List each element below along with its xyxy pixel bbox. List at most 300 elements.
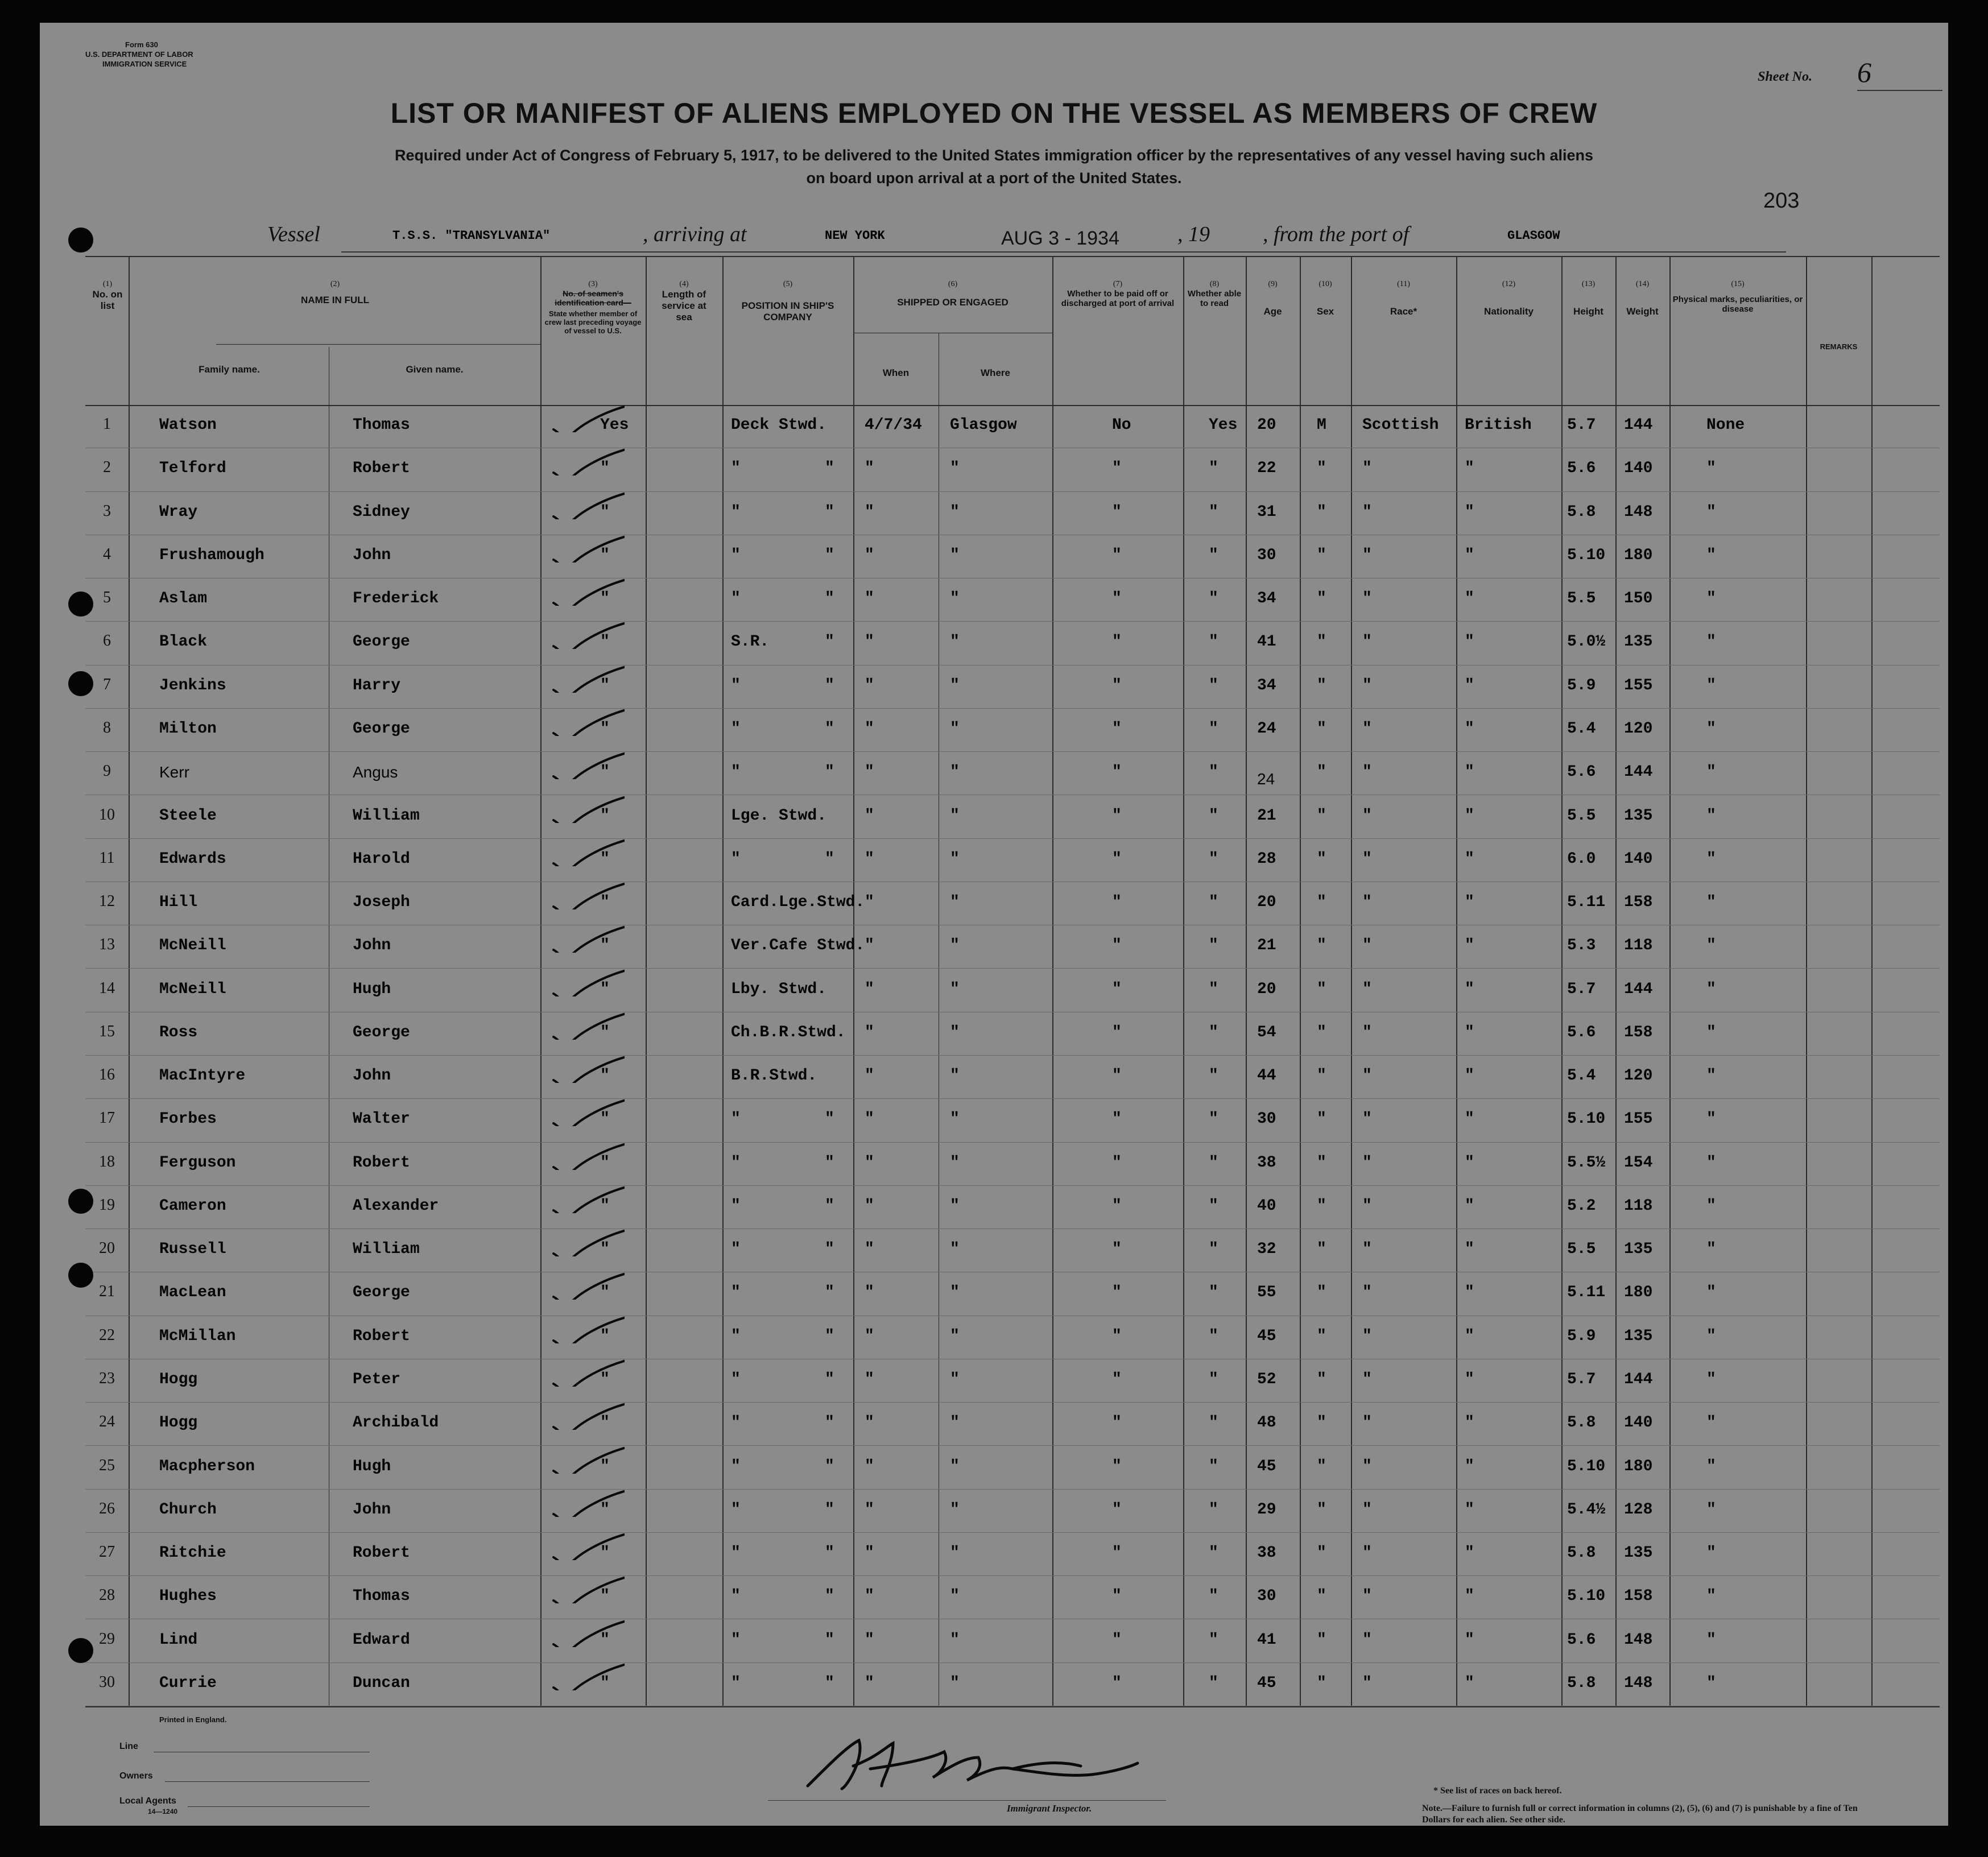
- age-cell: 41: [1257, 1631, 1276, 1649]
- position-cell: Ver.Cafe Stwd.: [731, 937, 865, 955]
- physical-marks-cell: ": [1706, 807, 1716, 825]
- race-cell: ": [1362, 1240, 1372, 1259]
- nationality-cell: ": [1465, 1457, 1474, 1475]
- race-cell: ": [1362, 1500, 1372, 1519]
- shipped-when-cell: ": [865, 590, 874, 608]
- family-name-cell: Black: [159, 633, 208, 651]
- paid-off-cell: ": [1112, 1544, 1122, 1562]
- shipped-where-cell: ": [950, 719, 960, 738]
- check-mark-icon: [551, 1271, 625, 1300]
- physical-marks-cell: ": [1706, 1240, 1716, 1259]
- height-cell: 5.7: [1567, 416, 1596, 435]
- col6-header: [853, 280, 1052, 308]
- previous-voyage-cell: ": [600, 1023, 610, 1041]
- able-to-read-cell: ": [1209, 1067, 1218, 1085]
- col15-label: Physical marks, peculiarities, or disease: [1672, 295, 1803, 314]
- position-ditto-cell: ": [825, 503, 834, 521]
- punch-hole: [68, 1189, 93, 1214]
- physical-marks-cell: ": [1706, 850, 1716, 868]
- weight-cell: 135: [1624, 1327, 1653, 1345]
- able-to-read-cell: ": [1209, 676, 1218, 694]
- shipped-when-cell: ": [865, 1544, 874, 1562]
- previous-voyage-cell: ": [600, 1500, 610, 1519]
- race-cell: ": [1362, 1587, 1372, 1606]
- shipped-when-cell: ": [865, 937, 874, 955]
- race-cell: ": [1362, 1457, 1372, 1475]
- physical-marks-cell: ": [1706, 1544, 1716, 1562]
- physical-marks-cell: ": [1706, 1197, 1716, 1215]
- sex-cell: ": [1317, 1153, 1326, 1172]
- age-cell: 21: [1257, 807, 1276, 825]
- able-to-read-cell: ": [1209, 1370, 1218, 1388]
- weight-cell: 140: [1624, 850, 1653, 868]
- height-cell: 5.10: [1567, 546, 1606, 564]
- punch-hole: [68, 1263, 93, 1288]
- family-name-cell: Cameron: [159, 1197, 226, 1215]
- weight-cell: 144: [1624, 1370, 1653, 1388]
- family-name-header: Family name.: [199, 364, 260, 375]
- able-to-read-cell: ": [1209, 937, 1218, 955]
- arriving-label: , arriving at: [643, 222, 747, 246]
- check-mark-icon: [551, 1401, 625, 1430]
- sex-cell: ": [1317, 546, 1326, 564]
- nationality-cell: ": [1465, 980, 1474, 998]
- row-number: 17: [99, 1109, 115, 1127]
- given-name-cell: Joseph: [353, 894, 410, 912]
- sex-cell: M: [1317, 416, 1326, 435]
- paid-off-cell: ": [1112, 980, 1122, 998]
- check-mark-icon: [551, 1054, 625, 1083]
- nationality-cell: ": [1465, 850, 1474, 868]
- family-name-cell: Edwards: [159, 850, 226, 868]
- position-cell: ": [731, 1414, 741, 1432]
- shipped-when-cell: ": [865, 1110, 874, 1128]
- check-mark-icon: [551, 1358, 625, 1387]
- previous-voyage-cell: ": [600, 676, 610, 694]
- nationality-cell: ": [1465, 676, 1474, 694]
- given-name-cell: William: [353, 1240, 420, 1259]
- nationality-cell: ": [1465, 1500, 1474, 1519]
- family-name-cell: Watson: [159, 416, 217, 435]
- row-number: 1: [103, 415, 111, 433]
- shipped-where-cell: ": [950, 937, 960, 955]
- col15-number: (15): [1731, 280, 1745, 288]
- race-cell: ": [1362, 1110, 1372, 1128]
- check-mark-icon: [551, 795, 625, 823]
- height-cell: 5.10: [1567, 1110, 1606, 1128]
- row-number: 13: [99, 936, 115, 954]
- position-cell: ": [731, 676, 741, 694]
- stamp-number: 203: [1763, 189, 1800, 213]
- when-header: When: [882, 367, 910, 378]
- nationality-cell: ": [1465, 807, 1474, 825]
- weight-cell: 120: [1624, 719, 1653, 738]
- inspector-label: Immigrant Inspector.: [1007, 1803, 1092, 1814]
- physical-marks-cell: ": [1706, 763, 1716, 781]
- shipped-where-cell: ": [950, 1067, 960, 1085]
- position-cell: ": [731, 850, 741, 868]
- race-cell: ": [1362, 1631, 1372, 1649]
- shipped-when-cell: ": [865, 1457, 874, 1475]
- position-cell: Lby. Stwd.: [731, 980, 827, 998]
- race-cell: ": [1362, 1544, 1372, 1562]
- col1-header: [85, 280, 130, 312]
- table-row: [85, 969, 1940, 1012]
- family-name-cell: McNeill: [159, 980, 226, 998]
- col3-number: (3): [588, 280, 598, 288]
- paid-off-cell: ": [1112, 1067, 1122, 1085]
- age-cell: 44: [1257, 1067, 1276, 1085]
- position-cell: ": [731, 1500, 741, 1519]
- given-name-cell: George: [353, 719, 410, 738]
- weight-cell: 144: [1624, 416, 1653, 435]
- table-body: [85, 405, 1940, 1706]
- col7-label: Whether to be paid off or discharged at port of arrival: [1061, 289, 1175, 308]
- able-to-read-cell: ": [1209, 894, 1218, 912]
- height-cell: 5.9: [1567, 1327, 1596, 1345]
- col9-number: (9): [1268, 280, 1278, 288]
- physical-marks-cell: ": [1706, 937, 1716, 955]
- race-cell: ": [1362, 503, 1372, 521]
- physical-marks-cell: ": [1706, 1327, 1716, 1345]
- family-name-cell: Aslam: [159, 590, 208, 608]
- vessel-line: [40, 222, 1948, 256]
- shipped-when-cell: ": [865, 980, 874, 998]
- given-name-cell: Walter: [353, 1110, 410, 1128]
- check-mark-icon: [551, 1185, 625, 1213]
- given-name-cell: Harold: [353, 850, 410, 868]
- from-port-label: , from the port of: [1263, 222, 1410, 246]
- previous-voyage-cell: ": [600, 460, 610, 478]
- previous-voyage-cell: ": [600, 1414, 610, 1432]
- row-number: 21: [99, 1283, 115, 1301]
- table-row: [85, 1012, 1940, 1056]
- race-note: * See list of races on back hereof.: [1433, 1786, 1562, 1796]
- sex-cell: ": [1317, 1500, 1326, 1519]
- row-number: 19: [99, 1196, 115, 1214]
- punch-hole: [68, 592, 93, 617]
- age-cell: 32: [1257, 1240, 1276, 1259]
- race-cell: ": [1362, 763, 1372, 781]
- row-number: 8: [103, 718, 111, 737]
- shipped-when-cell: ": [865, 850, 874, 868]
- sex-cell: ": [1317, 1284, 1326, 1302]
- check-mark-icon: [551, 534, 625, 563]
- where-header: Where: [981, 367, 1010, 378]
- shipped-where-cell: ": [950, 894, 960, 912]
- previous-voyage-cell: ": [600, 894, 610, 912]
- page-title: LIST OR MANIFEST OF ALIENS EMPLOYED ON THE VESSEL AS MEMBERS OF CREW: [390, 97, 1598, 129]
- service: IMMIGRATION SERVICE: [102, 60, 187, 68]
- sex-cell: ": [1317, 980, 1326, 998]
- col6-number: (6): [948, 280, 958, 288]
- weight-cell: 155: [1624, 1110, 1653, 1128]
- age-cell: 54: [1257, 1023, 1276, 1041]
- nationality-cell: ": [1465, 460, 1474, 478]
- sex-cell: ": [1317, 1414, 1326, 1432]
- col11-header: [1351, 280, 1456, 317]
- able-to-read-cell: ": [1209, 1197, 1218, 1215]
- given-name-cell: Robert: [353, 1327, 410, 1345]
- family-name-cell: Macpherson: [159, 1457, 255, 1475]
- shipped-when-cell: ": [865, 1023, 874, 1041]
- able-to-read-cell: ": [1209, 1023, 1218, 1041]
- able-to-read-cell: ": [1209, 1153, 1218, 1172]
- paid-off-cell: ": [1112, 1284, 1122, 1302]
- shipped-when-cell: ": [865, 1327, 874, 1345]
- race-cell: ": [1362, 894, 1372, 912]
- family-name-cell: Ross: [159, 1023, 198, 1041]
- sex-cell: ": [1317, 633, 1326, 651]
- height-cell: 5.10: [1567, 1587, 1606, 1606]
- footer: [40, 1706, 1948, 1826]
- position-ditto-cell: ": [825, 719, 834, 738]
- nationality-cell: ": [1465, 1327, 1474, 1345]
- col5-number: (5): [783, 280, 793, 288]
- department: U.S. DEPARTMENT OF LABOR: [85, 50, 193, 59]
- height-cell: 5.4½: [1567, 1500, 1606, 1519]
- row-number: 5: [103, 589, 111, 607]
- height-cell: 5.11: [1567, 894, 1606, 912]
- family-name-cell: MacIntyre: [159, 1067, 246, 1085]
- race-cell: ": [1362, 980, 1372, 998]
- height-cell: 5.6: [1567, 1631, 1596, 1649]
- table-row: [85, 795, 1940, 838]
- previous-voyage-cell: ": [600, 546, 610, 564]
- form-code: 14—1240: [148, 1808, 178, 1815]
- height-cell: 5.8: [1567, 1414, 1596, 1432]
- table-row: [85, 405, 1940, 448]
- height-cell: 5.10: [1567, 1457, 1606, 1475]
- physical-marks-cell: ": [1706, 1067, 1716, 1085]
- check-mark-icon: [551, 1315, 625, 1343]
- family-name-cell: Wray: [159, 503, 198, 521]
- age-cell: 31: [1257, 503, 1276, 521]
- table-row: [85, 535, 1940, 578]
- position-cell: ": [731, 1284, 741, 1302]
- given-name-cell: Thomas: [353, 416, 410, 435]
- position-ditto-cell: ": [825, 1240, 834, 1259]
- row-number: 14: [99, 979, 115, 997]
- height-cell: 5.5: [1567, 807, 1596, 825]
- owners-field-rule: [165, 1781, 370, 1782]
- physical-marks-cell: ": [1706, 1674, 1716, 1692]
- punch-hole: [68, 228, 93, 253]
- arrival-port: NEW YORK: [825, 229, 885, 243]
- row-number: 23: [99, 1369, 115, 1387]
- family-name-cell: Ritchie: [159, 1544, 226, 1562]
- previous-voyage-cell: ": [600, 807, 610, 825]
- able-to-read-cell: ": [1209, 807, 1218, 825]
- paid-off-cell: ": [1112, 807, 1122, 825]
- race-cell: ": [1362, 1674, 1372, 1692]
- check-mark-icon: [551, 924, 625, 953]
- position-ditto-cell: ": [825, 850, 834, 868]
- check-mark-icon: [551, 1619, 625, 1647]
- paid-off-cell: ": [1112, 763, 1122, 781]
- table-row: [85, 1229, 1940, 1272]
- height-cell: 5.7: [1567, 980, 1596, 998]
- height-cell: 5.2: [1567, 1197, 1596, 1215]
- able-to-read-cell: ": [1209, 719, 1218, 738]
- paid-off-cell: ": [1112, 1457, 1122, 1475]
- check-mark-icon: [551, 1488, 625, 1517]
- table-row: [85, 709, 1940, 752]
- col13-label: Height: [1573, 306, 1603, 317]
- check-mark-icon: [551, 881, 625, 912]
- position-cell: ": [731, 503, 741, 521]
- given-name-cell: Archibald: [353, 1414, 439, 1432]
- paid-off-cell: ": [1112, 1587, 1122, 1606]
- weight-cell: 158: [1624, 894, 1653, 912]
- row-number: 30: [99, 1673, 115, 1691]
- position-cell: ": [731, 763, 741, 781]
- nationality-cell: ": [1465, 590, 1474, 608]
- previous-voyage-cell: ": [600, 1631, 610, 1649]
- shipped-when-cell: ": [865, 633, 874, 651]
- col5-header: [722, 280, 853, 323]
- vessel-name: T.S.S. "TRANSYLVANIA": [392, 229, 551, 243]
- paid-off-cell: ": [1112, 676, 1122, 694]
- given-name-header: Given name.: [406, 364, 464, 375]
- position-ditto-cell: ": [825, 546, 834, 564]
- shipped-where-cell: Glasgow: [950, 416, 1017, 435]
- subtitle-line2: on board upon arrival at a port of the United States.: [806, 169, 1182, 187]
- shipped-where-cell: ": [950, 1197, 960, 1215]
- table-row: [85, 1272, 1940, 1316]
- race-cell: Scottish: [1362, 416, 1439, 435]
- physical-marks-cell: ": [1706, 546, 1716, 564]
- family-name-cell: Hogg: [159, 1414, 198, 1432]
- previous-voyage-cell: ": [600, 1370, 610, 1388]
- row-number: 6: [103, 632, 111, 650]
- row-number: 18: [99, 1152, 115, 1171]
- col9-label: Age: [1263, 306, 1282, 317]
- check-mark-icon: [551, 751, 625, 779]
- height-cell: 5.5½: [1567, 1153, 1606, 1172]
- col9-header: [1246, 280, 1300, 317]
- age-cell: 28: [1257, 850, 1276, 868]
- paid-off-cell: ": [1112, 460, 1122, 478]
- previous-voyage-cell: ": [600, 850, 610, 868]
- nationality-cell: ": [1465, 937, 1474, 955]
- shipped-where-cell: ": [950, 1240, 960, 1259]
- nationality-cell: ": [1465, 1370, 1474, 1388]
- previous-voyage-cell: ": [600, 719, 610, 738]
- nationality-cell: ": [1465, 1240, 1474, 1259]
- weight-cell: 135: [1624, 1544, 1653, 1562]
- physical-marks-cell: ": [1706, 1023, 1716, 1041]
- shipped-where-cell: ": [950, 676, 960, 694]
- able-to-read-cell: ": [1209, 1284, 1218, 1302]
- col2-number: (2): [330, 280, 340, 288]
- age-cell: 22: [1257, 460, 1276, 478]
- col10-label: Sex: [1316, 306, 1334, 317]
- row-number: 16: [99, 1066, 115, 1084]
- nationality-cell: ": [1465, 546, 1474, 564]
- table-row: [85, 622, 1940, 665]
- position-cell: ": [731, 1631, 741, 1649]
- position-ditto-cell: ": [825, 590, 834, 608]
- age-cell: 21: [1257, 937, 1276, 955]
- height-cell: 5.3: [1567, 937, 1596, 955]
- given-name-cell: Hugh: [353, 980, 391, 998]
- shipped-where-cell: ": [950, 460, 960, 478]
- nationality-cell: ": [1465, 1110, 1474, 1128]
- height-cell: 5.6: [1567, 1023, 1596, 1041]
- col14-number: (14): [1635, 280, 1650, 288]
- weight-cell: 118: [1624, 1197, 1653, 1215]
- age-cell: 20: [1257, 980, 1276, 998]
- given-name-cell: Hugh: [353, 1457, 391, 1475]
- able-to-read-cell: ": [1209, 546, 1218, 564]
- position-cell: ": [731, 1110, 741, 1128]
- col14-header: [1615, 280, 1669, 317]
- shipped-where-cell: ": [950, 1327, 960, 1345]
- physical-marks-cell: ": [1706, 1457, 1716, 1475]
- family-name-cell: MacLean: [159, 1284, 226, 1302]
- sex-cell: ": [1317, 1240, 1326, 1259]
- shipped-where-cell: ": [950, 807, 960, 825]
- check-mark-icon: [551, 1532, 625, 1560]
- row-number: 20: [99, 1239, 115, 1258]
- height-cell: 5.4: [1567, 1067, 1596, 1085]
- departure-port: GLASGOW: [1507, 229, 1560, 243]
- table-row: [85, 882, 1940, 925]
- weight-cell: 155: [1624, 676, 1653, 694]
- position-ditto-cell: ": [825, 1370, 834, 1388]
- paid-off-cell: ": [1112, 633, 1122, 651]
- table-row: [85, 1533, 1940, 1576]
- shipped-where-cell: ": [950, 1110, 960, 1128]
- weight-cell: 148: [1624, 1674, 1653, 1692]
- family-name-cell: Hogg: [159, 1370, 198, 1388]
- row-number: 11: [99, 849, 115, 867]
- weight-cell: 180: [1624, 1284, 1653, 1302]
- given-name-cell: George: [353, 1284, 410, 1302]
- previous-voyage-cell: ": [600, 1240, 610, 1259]
- col2-label: NAME IN FULL: [301, 295, 369, 305]
- shipped-where-cell: ": [950, 1674, 960, 1692]
- family-name-cell: Jenkins: [159, 676, 226, 694]
- sex-cell: ": [1317, 503, 1326, 521]
- height-cell: 5.11: [1567, 1284, 1606, 1302]
- sex-cell: ": [1317, 1067, 1326, 1085]
- given-name-cell: Peter: [353, 1370, 401, 1388]
- shipped-where-cell: ": [950, 590, 960, 608]
- vessel-underline: [341, 251, 1786, 253]
- position-ditto-cell: ": [825, 1110, 834, 1128]
- position-ditto-cell: ": [825, 1197, 834, 1215]
- owners-label: Owners: [119, 1771, 153, 1781]
- row-number: 25: [99, 1456, 115, 1474]
- inspector-rule: [768, 1800, 1166, 1801]
- weight-cell: 135: [1624, 807, 1653, 825]
- position-ditto-cell: ": [825, 633, 834, 651]
- family-name-cell: McMillan: [159, 1327, 236, 1345]
- age-cell: 55: [1257, 1284, 1276, 1302]
- paid-off-cell: No: [1112, 416, 1131, 435]
- able-to-read-cell: ": [1209, 460, 1218, 478]
- given-name-cell: William: [353, 807, 420, 825]
- race-cell: ": [1362, 937, 1372, 955]
- physical-marks-cell: ": [1706, 1587, 1716, 1606]
- race-cell: ": [1362, 1067, 1372, 1085]
- nationality-cell: ": [1465, 1153, 1474, 1172]
- row-number: 2: [103, 458, 111, 477]
- weight-cell: 120: [1624, 1067, 1653, 1085]
- shipped-when-cell: ": [865, 763, 874, 781]
